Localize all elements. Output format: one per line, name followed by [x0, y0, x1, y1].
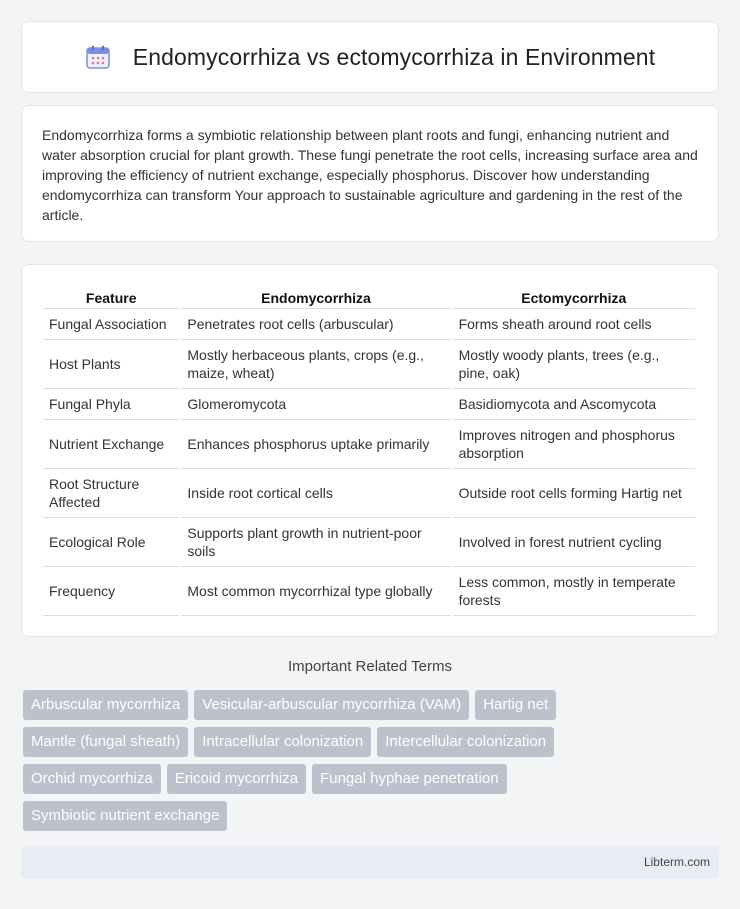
table-cell: Mostly woody plants, trees (e.g., pine, oak)	[453, 340, 695, 389]
column-header: Ectomycorrhiza	[453, 285, 695, 309]
related-term-tag[interactable]: Intracellular colonization	[194, 727, 371, 757]
table-cell: Improves nitrogen and phosphorus absorption	[453, 420, 695, 469]
column-header: Endomycorrhiza	[181, 285, 450, 309]
related-term-tag[interactable]: Vesicular-arbuscular mycorrhiza (VAM)	[194, 690, 469, 720]
related-terms-list	[23, 690, 723, 838]
intro-paragraph: Endomycorrhiza forms a symbiotic relationship between plant roots and fungi, enhancing nutrient and water absorption crucial for plant growth. These fungi penetrate the root cells, increasing surface area and improving the efficiency of nutrient exchange, especially phosphorus. Discover how understanding endomycorrhiza can transform Your approach to sustainable agriculture and gardening in the rest of the article.	[42, 127, 698, 223]
footer	[21, 846, 719, 879]
related-term-tag[interactable]: Orchid mycorrhiza	[23, 764, 161, 794]
related-term-tag[interactable]: Intercellular colonization	[377, 727, 554, 757]
footer-site-link[interactable]: Libterm.com	[643, 855, 710, 869]
related-term-tag[interactable]: Mantle (fungal sheath)	[23, 727, 188, 757]
table-cell: Nutrient Exchange	[43, 420, 179, 469]
table-row	[43, 420, 695, 469]
table-row	[43, 389, 695, 420]
table-row	[43, 518, 695, 567]
table-cell: Host Plants	[43, 340, 179, 389]
related-term-tag[interactable]: Hartig net	[475, 690, 556, 720]
table-cell: Ecological Role	[43, 518, 179, 567]
table-row	[43, 567, 695, 616]
related-term-tag[interactable]: Fungal hyphae penetration	[312, 764, 506, 794]
table-cell: Involved in forest nutrient cycling	[453, 518, 695, 567]
table-cell: Basidiomycota and Ascomycota	[453, 389, 695, 420]
table-row	[43, 309, 695, 340]
table-cell: Outside root cells forming Hartig net	[453, 469, 695, 518]
header-card	[21, 21, 719, 93]
table-cell: Penetrates root cells (arbuscular)	[181, 309, 450, 340]
related-term-tag[interactable]: Arbuscular mycorrhiza	[23, 690, 188, 720]
table-cell: Fungal Association	[43, 309, 179, 340]
related-terms-heading: Important Related Terms	[288, 658, 452, 675]
table-cell: Enhances phosphorus uptake primarily	[181, 420, 450, 469]
calendar-icon	[85, 44, 111, 70]
related-term-tag[interactable]: Ericoid mycorrhiza	[167, 764, 306, 794]
table-cell: Fungal Phyla	[43, 389, 179, 420]
column-header: Feature	[43, 285, 179, 309]
table-cell: Supports plant growth in nutrient-poor soils	[181, 518, 450, 567]
page-title: Endomycorrhiza vs ectomycorrhiza in Environment	[132, 43, 656, 70]
related-term-tag[interactable]: Symbiotic nutrient exchange	[23, 801, 227, 831]
table-row	[43, 340, 695, 389]
table-header-row	[43, 285, 695, 309]
table-cell: Less common, mostly in temperate forests	[453, 567, 695, 616]
intro-card	[21, 105, 719, 242]
table-cell: Most common mycorrhizal type globally	[181, 567, 450, 616]
table-cell: Forms sheath around root cells	[453, 309, 695, 340]
comparison-table	[41, 285, 697, 616]
table-cell: Root Structure Affected	[43, 469, 179, 518]
comparison-card	[21, 264, 719, 637]
table-cell: Inside root cortical cells	[181, 469, 450, 518]
table-cell: Frequency	[43, 567, 179, 616]
table-cell: Glomeromycota	[181, 389, 450, 420]
table-cell: Mostly herbaceous plants, crops (e.g., maize, wheat)	[181, 340, 450, 389]
table-row	[43, 469, 695, 518]
